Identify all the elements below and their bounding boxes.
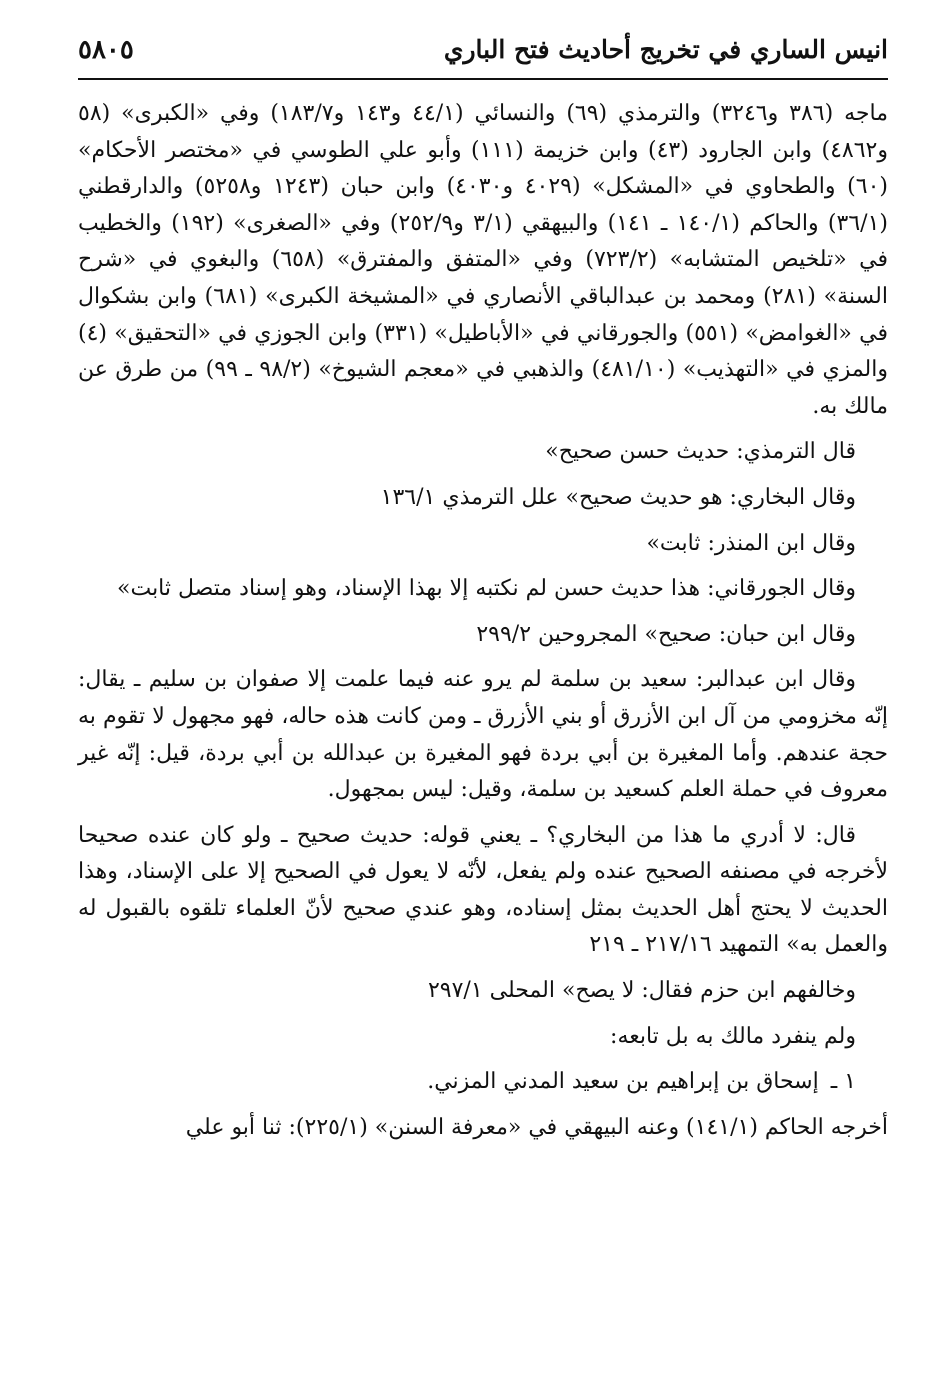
- page-number: ٥٨٠٥: [78, 35, 134, 65]
- ibn-al-mundhir-quote: وقال ابن المنذر: ثابت»: [646, 530, 856, 556]
- header-rule: [78, 78, 888, 80]
- jawraqani-quote: وقال الجورقاني: هذا حديث حسن لم نكتبه إلا بهذا الإسناد، وهو إسناد متصل ثابت»: [117, 576, 856, 602]
- mutabaat-intro: ولم ينفرد مالك به بل تابعه:: [610, 1023, 856, 1049]
- page-header: [78, 30, 888, 74]
- ibn-hibban-quote: وقال ابن حبان: صحيح» المجروحين ٢٩٩/٢: [476, 621, 856, 647]
- ibn-abd-al-barr-quote: وقال ابن عبدالبر: سعيد بن سلمة لم يرو عنه فيما علمت إلا صفوان بن سليم ـ يقال: إنّه مخزومي من آل ابن الأزرق أو بني الأزرق ـ ومن كانت هذه حاله، فهو مجهول لا تقوم به حجة عندهم. وأما المغيرة بن أبي بردة فهو المغيرة بن عبدالله بن أبي بردة، قيل: إنّه غير معروف في حملة العلم كسعيد بن سلمة، وقيل: ليس بمجهول.: [78, 667, 888, 803]
- ibn-abd-al-barr-continuation: قال: لا أدري ما هذا من البخاري؟ ـ يعني قوله: حديث صحيح ـ ولو كان عنده صحيحا لأخرجه في مصنفه الصحيح عنده ولم يفعل، لأنّه لا يعول في الصحيح إلا على الإسناد، وهذا الحديث لا يحتج أهل الحديث بمثل إسناده، وهو عندي صحيح لأنّ العلماء تلقوه بالقبول له والعمل به» التمهيد ٢١٧/١٦ ـ ٢١٩: [78, 822, 888, 958]
- page-body: [78, 96, 888, 1155]
- ibn-hazm-quote: وخالفهم ابن حزم فقال: لا يصح» المحلى ٢٩٧/١: [427, 978, 856, 1004]
- final-paragraph: أخرجه الحاكم (١٤١/١) وعنه البيهقي في «معرفة السنن» (٢٢٥/١): ثنا أبو علي: [185, 1114, 888, 1140]
- list-item-text: إسحاق بن إبراهيم بن سعيد المدني المزني.: [427, 1069, 819, 1095]
- list-item-number: ١ ـ: [830, 1069, 856, 1095]
- list-item: [78, 1064, 888, 1101]
- tirmidhi-quote: قال الترمذي: حديث حسن صحيح»: [545, 439, 856, 465]
- takhrij-paragraph: ماجه (٣٨٦ و٣٢٤٦) والترمذي (٦٩) والنسائي (٤٤/١ و١٤٣ و١٨٣/٧) وفي «الكبرى» (٥٨ و٤٨٦٢) وابن الجارود (٤٣) وابن خزيمة (١١١) وأبو علي الطوسي في «مختصر الأحكام» (٦٠) والطحاوي في «المشكل» (٤٠٢٩ و٤٠٣٠) وابن حبان (١٢٤٣ و٥٢٥٨) والدارقطني (٣٦/١) والحاكم (١٤٠/١ ـ ١٤١) والبيهقي (٣/١ و٢٥٢/٩) وفي «الصغرى» (١٩٢) والخطيب في «تلخيص المتشابه» (٧٢٣/٢) وفي «المتفق والمفترق» (٦٥٨) والبغوي في «شرح السنة» (٢٨١) ومحمد بن عبدالباقي الأنصاري في «المشيخة الكبرى» (٦٨١) وابن بشكوال في «الغوامض» (٥٥١) والجورقاني في «الأباطيل» (٣٣١) وابن الجوزي في «التحقيق» (٤) والمزي في «التهذيب» (٤٨١/١٠) والذهبي في «معجم الشيوخ» (٩٨/٢ ـ ٩٩) من طرق عن مالك به.: [78, 101, 889, 419]
- running-title: انيس الساري في تخريج أحاديث فتح الباري: [443, 35, 888, 64]
- bukhari-quote: وقال البخاري: هو حديث صحيح» علل الترمذي ١٣٦/١: [380, 484, 856, 510]
